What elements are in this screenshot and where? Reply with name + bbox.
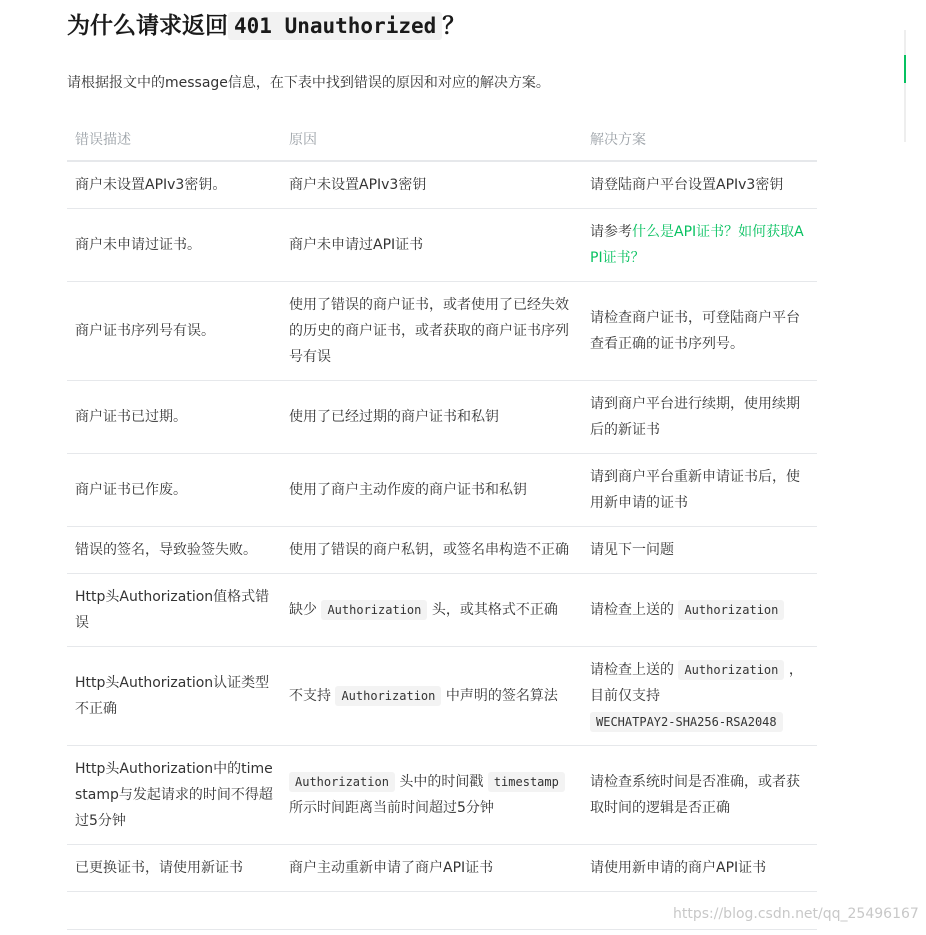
cell-solution bbox=[582, 647, 817, 746]
cell-cause bbox=[281, 647, 582, 746]
header-row bbox=[67, 118, 817, 161]
cell-text: 请检查上送的 bbox=[590, 662, 679, 678]
cell-text: 请见下一问题 bbox=[590, 542, 674, 558]
cell-text: 使用了错误的商户私钥，或签名串构造不正确 bbox=[289, 542, 569, 558]
cell-cause bbox=[281, 746, 582, 845]
table-row bbox=[67, 647, 817, 746]
inline-code: Authorization bbox=[289, 772, 395, 792]
cell-text: 请参考 bbox=[590, 224, 632, 240]
cell-text: 请检查商户证书，可登陆商户平台查看正确的证书序列号。 bbox=[590, 310, 800, 352]
error-table bbox=[67, 118, 817, 892]
cell-solution bbox=[582, 282, 817, 381]
title-suffix: ？ bbox=[442, 13, 466, 39]
cell-cause bbox=[281, 527, 582, 574]
cell-text: 请到商户平台进行续期，使用续期后的新证书 bbox=[590, 396, 800, 438]
cell-cause bbox=[281, 161, 582, 209]
cell-description: 已更换证书，请使用新证书 bbox=[67, 845, 281, 892]
cell-text: 不支持 bbox=[289, 688, 336, 704]
cell-description: 商户未设置APIv3密钥。 bbox=[67, 161, 281, 209]
cell-text: 请检查上送的 bbox=[590, 602, 679, 618]
cell-description: Http头Authorization认证类型不正确 bbox=[67, 647, 281, 746]
header-cause: 原因 bbox=[281, 118, 582, 161]
table-row bbox=[67, 282, 817, 381]
cell-cause bbox=[281, 282, 582, 381]
inline-code: Authorization bbox=[321, 600, 427, 620]
intro-text: 请根据报文中的message信息，在下表中找到错误的原因和对应的解决方案。 bbox=[67, 75, 550, 91]
cell-text: 缺少 bbox=[289, 602, 322, 618]
cell-text: 使用了已经过期的商户证书和私钥 bbox=[289, 409, 499, 425]
title-prefix: 为什么请求返回 bbox=[67, 13, 228, 39]
cell-text: 商户主动重新申请了商户API证书 bbox=[289, 860, 494, 876]
bottom-divider bbox=[67, 929, 817, 930]
cell-solution bbox=[582, 845, 817, 892]
cell-description: 错误的签名，导致验签失败。 bbox=[67, 527, 281, 574]
cell-description: 商户证书序列号有误。 bbox=[67, 282, 281, 381]
cell-text: 头，或其格式不正确 bbox=[427, 602, 558, 618]
cell-solution bbox=[582, 574, 817, 647]
title-status-code: 401 Unauthorized bbox=[228, 12, 442, 40]
cell-description: Http头Authorization值格式错误 bbox=[67, 574, 281, 647]
cell-cause bbox=[281, 845, 582, 892]
table-row bbox=[67, 746, 817, 845]
cell-solution bbox=[582, 746, 817, 845]
table-row bbox=[67, 845, 817, 892]
cell-text: 请使用新申请的商户API证书 bbox=[590, 860, 767, 876]
error-table-body bbox=[67, 161, 817, 892]
cell-description: 商户证书已作废。 bbox=[67, 454, 281, 527]
table-row bbox=[67, 161, 817, 209]
cell-cause bbox=[281, 574, 582, 647]
cell-cause bbox=[281, 454, 582, 527]
cell-text: 请登陆商户平台设置APIv3密钥 bbox=[590, 177, 784, 193]
cell-text: 商户未设置APIv3密钥 bbox=[289, 177, 427, 193]
cell-cause bbox=[281, 381, 582, 454]
cell-description: 商户证书已过期。 bbox=[67, 381, 281, 454]
help-link[interactable]: 什么是API证书？如何获取API证书？ bbox=[590, 224, 804, 266]
cell-text: 使用了商户主动作废的商户证书和私钥 bbox=[289, 482, 527, 498]
cell-description: 商户未申请过证书。 bbox=[67, 209, 281, 282]
table-row bbox=[67, 381, 817, 454]
cell-text: 所示时间距离当前时间超过5分钟 bbox=[289, 800, 494, 816]
header-solution: 解决方案 bbox=[582, 118, 817, 161]
cell-solution bbox=[582, 161, 817, 209]
cell-solution bbox=[582, 381, 817, 454]
scroll-thumb[interactable] bbox=[904, 55, 906, 83]
scroll-track[interactable] bbox=[904, 30, 906, 142]
inline-code: WECHATPAY2-SHA256-RSA2048 bbox=[590, 712, 783, 732]
cell-text: 中声明的签名算法 bbox=[441, 688, 558, 704]
watermark: https://blog.csdn.net/qq_25496167 bbox=[673, 906, 919, 922]
table-row bbox=[67, 527, 817, 574]
cell-text: 请到商户平台重新申请证书后，使用新申请的证书 bbox=[590, 469, 800, 511]
page-title bbox=[67, 6, 465, 46]
cell-text: 商户未申请过API证书 bbox=[289, 237, 424, 253]
cell-solution bbox=[582, 527, 817, 574]
table-row bbox=[67, 209, 817, 282]
cell-text: 请检查系统时间是否准确，或者获取时间的逻辑是否正确 bbox=[590, 774, 800, 816]
inline-code: Authorization bbox=[335, 686, 441, 706]
cell-text: 头中的时间戳 bbox=[394, 774, 488, 790]
cell-description: Http头Authorization中的timestamp与发起请求的时间不得超过5分钟 bbox=[67, 746, 281, 845]
inline-code: timestamp bbox=[488, 772, 565, 792]
cell-text: 使用了错误的商户证书，或者使用了已经失效的历史的商户证书，或者获取的商户证书序列号有误 bbox=[289, 297, 569, 365]
cell-cause bbox=[281, 209, 582, 282]
header-description: 错误描述 bbox=[67, 118, 281, 161]
cell-solution bbox=[582, 454, 817, 527]
table-row bbox=[67, 454, 817, 527]
cell-text: ，目前仅支持 bbox=[590, 662, 803, 704]
table-row bbox=[67, 574, 817, 647]
cell-solution bbox=[582, 209, 817, 282]
inline-code: Authorization bbox=[678, 600, 784, 620]
error-table-head bbox=[67, 118, 817, 161]
inline-code: Authorization bbox=[678, 660, 784, 680]
